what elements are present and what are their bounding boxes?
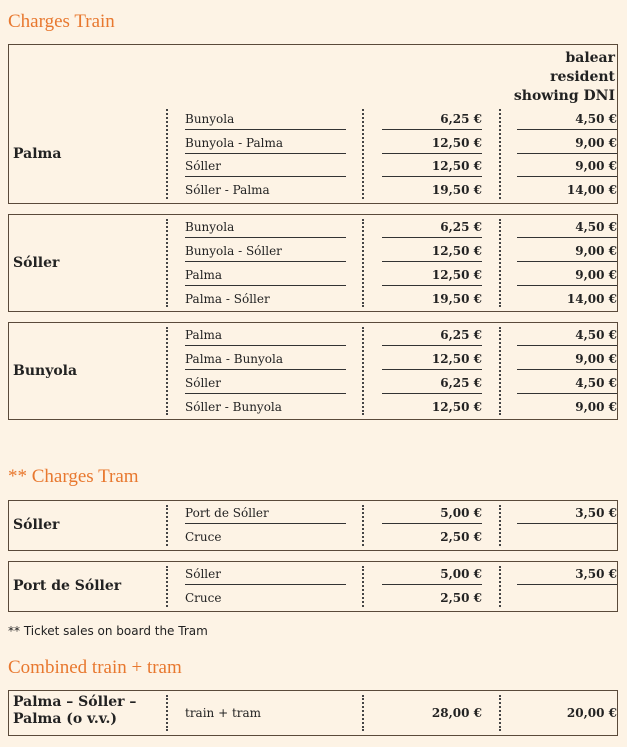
resident-price-cell: 4,50 €: [517, 109, 617, 130]
table-row: [9, 397, 617, 421]
train-group-soller: [8, 214, 618, 312]
destination-cell: Port de Sóller: [185, 503, 346, 524]
price-cell: 28,00 €: [431, 706, 482, 720]
resident-price-cell: 9,00 €: [517, 133, 617, 154]
destination-cell: Sóller - Palma: [185, 183, 270, 197]
tram-group-soller: [8, 500, 618, 551]
destination-cell: Palma: [185, 265, 346, 286]
price-cell: 6,25 €: [382, 109, 482, 130]
resident-price-cell: 3,50 €: [517, 564, 617, 585]
origin-label: Sóller: [13, 517, 60, 533]
origin-label: Sóller: [13, 255, 60, 271]
price-cell: 12,50 €: [382, 133, 482, 154]
destination-cell: Bunyola: [185, 217, 346, 238]
train-group-bunyola: [8, 322, 618, 420]
resident-price-cell: 3,50 €: [517, 503, 617, 524]
origin-label: Palma – Sóller – Palma (o v.v.): [13, 694, 137, 727]
tram-footnote: ** Ticket sales on board the Tram: [8, 624, 208, 638]
price-cell: 5,00 €: [382, 503, 482, 524]
destination-cell: Sóller: [185, 156, 346, 177]
origin-label: Port de Sóller: [13, 578, 122, 594]
destination-cell: Palma - Bunyola: [185, 349, 346, 370]
price-cell: 12,50 €: [382, 241, 482, 262]
tram-group-port-de-soller: [8, 561, 618, 612]
destination-cell: Bunyola - Sóller: [185, 241, 346, 262]
resident-price-cell: 9,00 €: [517, 265, 617, 286]
table-row: [9, 241, 617, 265]
tram-section-title: ** Charges Tram: [8, 466, 139, 487]
table-row: [9, 109, 617, 133]
destination-cell: Bunyola - Palma: [185, 133, 346, 154]
resident-price-cell: 14,00 €: [566, 183, 617, 197]
origin-label: Palma: [13, 146, 62, 162]
resident-price-cell: 9,00 €: [517, 156, 617, 177]
table-row: [9, 349, 617, 373]
resident-price-cell: 9,00 €: [575, 400, 617, 414]
table-row: [9, 289, 617, 313]
resident-price-cell: 4,50 €: [517, 325, 617, 346]
combined-group: [8, 690, 618, 736]
price-cell: 2,50 €: [440, 591, 482, 605]
resident-column-header: balear resident showing DNI: [513, 50, 615, 104]
destination-cell: Palma: [185, 325, 346, 346]
table-row: [9, 503, 617, 527]
destination-cell: Sóller: [185, 373, 346, 394]
destination-cell: Cruce: [185, 530, 222, 544]
table-row: [9, 133, 617, 157]
train-section-title: Charges Train: [8, 11, 115, 32]
price-cell: 5,00 €: [382, 564, 482, 585]
combined-section-title: Combined train + tram: [8, 657, 182, 678]
resident-price-cell: 20,00 €: [566, 706, 617, 720]
price-cell: 12,50 €: [382, 156, 482, 177]
price-cell: 6,25 €: [382, 325, 482, 346]
table-row: [9, 156, 617, 180]
price-cell: 6,25 €: [382, 373, 482, 394]
price-cell: 12,50 €: [431, 400, 482, 414]
train-group-palma: [8, 44, 618, 204]
table-row: [9, 373, 617, 397]
table-row: [9, 217, 617, 241]
price-cell: 12,50 €: [382, 349, 482, 370]
table-row: [9, 588, 617, 612]
price-cell: 19,50 €: [431, 183, 482, 197]
origin-label: Bunyola: [13, 363, 78, 379]
resident-price-cell: 4,50 €: [517, 217, 617, 238]
destination-cell: Palma - Sóller: [185, 292, 270, 306]
price-cell: 2,50 €: [440, 530, 482, 544]
table-row: [9, 527, 617, 551]
table-row: [9, 265, 617, 289]
table-row: [9, 325, 617, 349]
table-row: [9, 564, 617, 588]
destination-cell: train + tram: [185, 706, 262, 720]
resident-price-cell: 14,00 €: [566, 292, 617, 306]
destination-cell: Cruce: [185, 591, 222, 605]
price-cell: 19,50 €: [431, 292, 482, 306]
price-cell: 6,25 €: [382, 217, 482, 238]
table-row: [9, 703, 617, 727]
resident-price-cell: 9,00 €: [517, 241, 617, 262]
price-cell: 12,50 €: [382, 265, 482, 286]
destination-cell: Bunyola: [185, 109, 346, 130]
destination-cell: Sóller: [185, 564, 346, 585]
resident-price-cell: 9,00 €: [517, 349, 617, 370]
resident-price-cell: 4,50 €: [517, 373, 617, 394]
destination-cell: Sóller - Bunyola: [185, 400, 282, 414]
table-row: [9, 180, 617, 204]
